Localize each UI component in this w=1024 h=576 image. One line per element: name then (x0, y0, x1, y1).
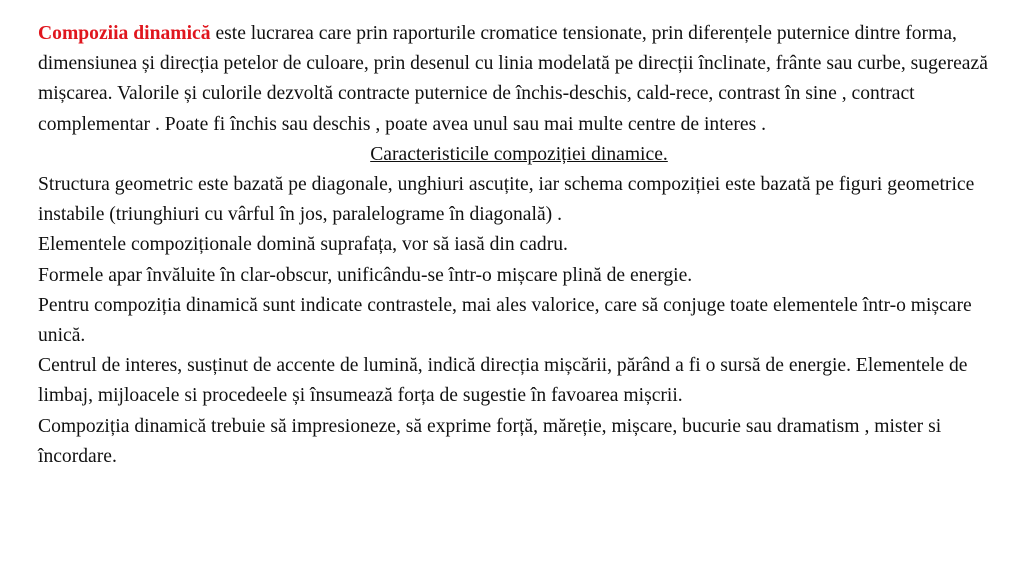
paragraph-structure: Structura geometric este bazată pe diagonale, unghiuri ascuțite, iar schema compoziției este bazată pe figuri geometrice instabile (triunghiuri cu vârful în jos, paralelograme în diagonală) . (38, 174, 975, 226)
paragraph-forms: Formele apar învăluite în clar-obscur, unificându-se într-o mișcare plină de energie. (38, 264, 693, 286)
paragraph-center-of-interest: Centrul de interes, susținut de accente de lumină, indică direcția mișcării, părând a fi o sursă de energie. Elementele de limbaj, mijloacele si procedeele și însumează forța de sugestie în favoarea mișcrii. (38, 355, 968, 407)
section-heading: Caracteristicile compoziției dinamice. (370, 143, 668, 165)
paragraph-elements: Elementele compoziționale domină suprafața, vor să iasă din cadru. (38, 234, 568, 256)
paragraph-impression: Compoziția dinamică trebuie să impresioneze, să exprime forță, măreție, mișcare, bucurie sau dramatism , mister si încordare. (38, 415, 942, 467)
slide-body (38, 19, 1000, 472)
paragraph-contrasts: Pentru compoziția dinamică sunt indicate contrastele, mai ales valorice, care să conjuge toate elementele într-o mișcare unică. (38, 294, 972, 347)
intro-text: este lucrarea care prin raporturile cromatice tensionate, prin diferențele puternice dintre forma, dimensiunea și direcția petelor de culoare, prin desenul cu linia modelată pe direcții înclinate, frânte sau curbe, sugerează mișcarea. Valorile și culorile dezvoltă contracte puternice de închis-deschis, cald-rece, contrast în sine , contract complementar . Poate fi închis sau deschis , poate avea unul sau mai multe centre de interes . (38, 23, 988, 135)
lead-term: Compoziia dinamică (38, 23, 211, 44)
intro-paragraph (38, 19, 1000, 140)
